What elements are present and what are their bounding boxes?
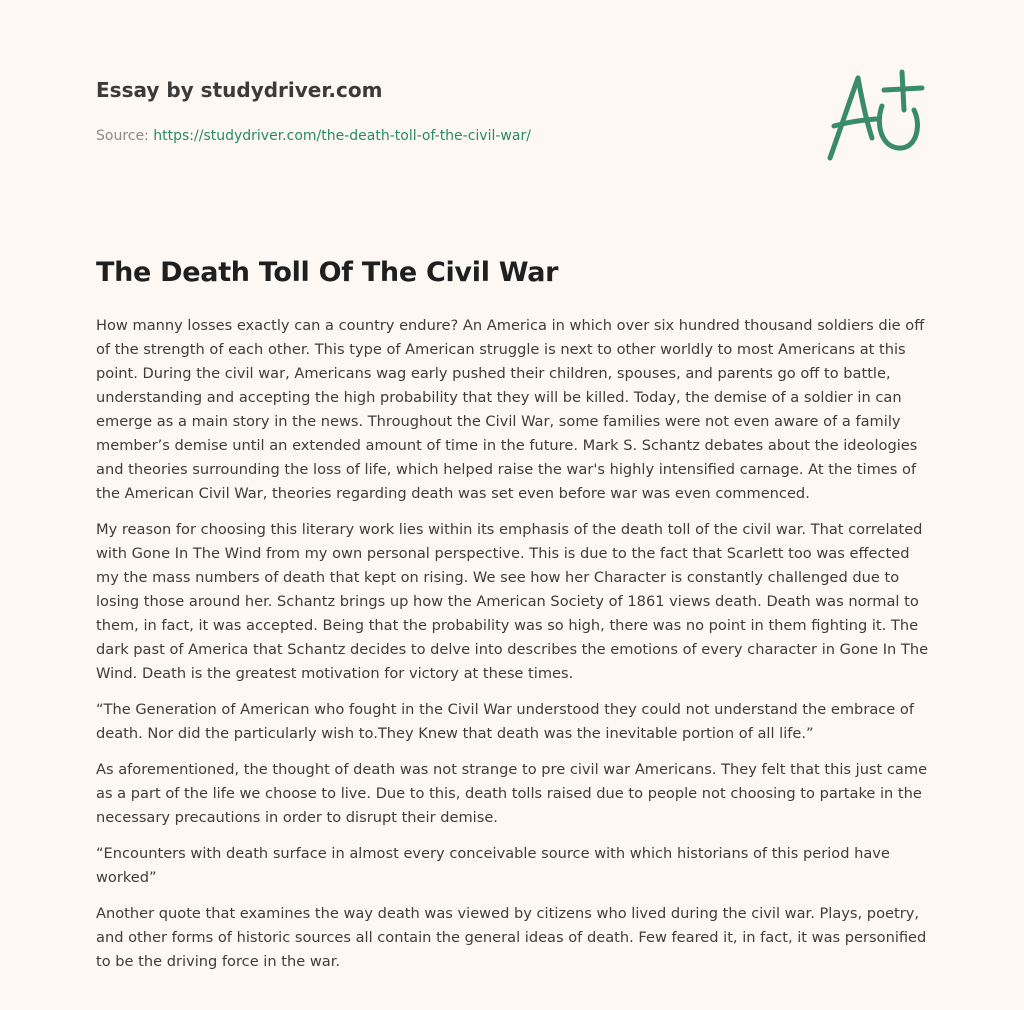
essay-paragraph: Another quote that examines the way death was viewed by citizens who lived during the civil war. Plays, poetry, and other forms of historic sources all contain the general ideas of death. Few feared it, in fact, it was personified to be the driving force in the war. <box>96 905 927 970</box>
essay-quote: “The Generation of American who fought in the Civil War understood they could not understand the embrace of death. Nor did the particularly wish to.They Knew that death was the inevitable portion of all life.” <box>96 701 914 742</box>
essay-title: The Death Toll Of The Civil War <box>96 257 559 288</box>
source-line <box>96 126 796 146</box>
essay-paragraph: As aforementioned, the thought of death was not strange to pre civil war Americans. They felt that this just came as a part of the life we choose to live. Due to this, death tolls raised due to people not choosing to partake in the necessary precautions in order to disrupt their demise. <box>96 761 928 826</box>
a-plus-grade-icon <box>818 64 930 168</box>
source-link[interactable]: https://studydriver.com/the-death-toll-of-the-civil-war/ <box>153 128 531 144</box>
essay-paragraph: How manny losses exactly can a country endure? An America in which over six hundred thousand soldiers die off of the strength of each other. This type of American struggle is next to other worldly to most Americans at this point. During the civil war, Americans wag early pushed their children, spouses, and parents go off to battle, understanding and accepting the high probability that they will be killed. Today, the demise of a soldier in can emerge as a main story in the news. Throughout the Civil War, some families were not even aware of a family member’s demise until an extended amount of time in the future. Mark S. Schantz debates about the ideologies and theories surrounding the loss of life, which helped raise the war's highly intensified carnage. At the times of the American Civil War, theories regarding death was set even before war was even commenced. <box>96 317 925 502</box>
essay-body <box>96 314 930 986</box>
source-label: Source: <box>96 128 154 144</box>
site-brand: Essay by studydriver.com <box>96 78 383 102</box>
essay-paragraph: My reason for choosing this literary work lies within its emphasis of the death toll of the civil war. That correlated with Gone In The Wind from my own personal perspective. This is due to the fact that Scarlett too was effected my the mass numbers of death that kept on rising. We see how her Character is constantly challenged due to losing those around her. Schantz brings up how the American Society of 1861 views death. Death was normal to them, in fact, it was accepted. Being that the probability was so high, there was no point in them fighting it. The dark past of America that Schantz decides to delve into describes the emotions of every character in Gone In The Wind. Death is the greatest motivation for victory at these times. <box>96 521 929 682</box>
essay-quote: “Encounters with death surface in almost every conceivable source with which historians of this period have worked” <box>96 845 890 886</box>
page-header <box>96 76 796 146</box>
